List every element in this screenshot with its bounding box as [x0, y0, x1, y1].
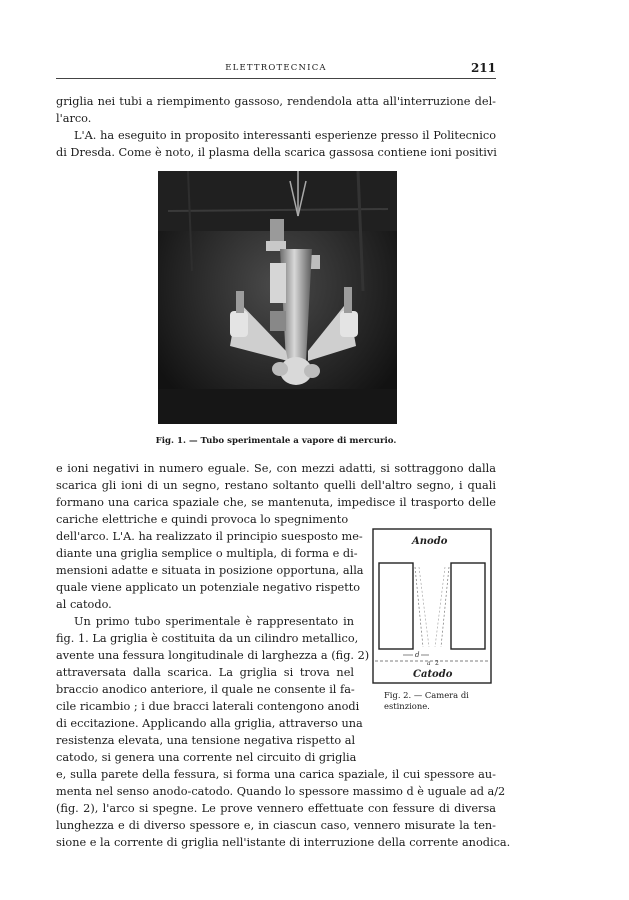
text-line: e ioni negativi in numero eguale. Se, con mezzi adatti, si sottraggono dalla — [56, 462, 496, 475]
fraction-2-label: 2 — [435, 660, 439, 667]
text-line: di eccitazione. Applicando alla griglia, attraverso una — [56, 717, 363, 730]
extinction-chamber-diagram — [371, 527, 493, 685]
header-rule — [56, 78, 496, 79]
text-line: di Dresda. Come è noto, il plasma della scarica gassosa contiene ioni positivi — [56, 146, 497, 159]
right-grid-wall — [451, 563, 485, 649]
text-line: cariche elettriche e quindi provoca lo spegnimento — [56, 513, 349, 526]
thickness-d-label: d — [415, 651, 420, 659]
text-line: fig. 1. La griglia è costituita da un cilindro metallico, — [56, 632, 359, 645]
cathode-label: Catodo — [413, 669, 453, 680]
text-line: catodo, si genera una corrente nel circuito di griglia — [56, 751, 357, 764]
text-line: mensioni adatte e situata in posizione opportuna, alla — [56, 564, 364, 577]
text-line: l'arco. — [56, 112, 92, 125]
text-line: attraversata dalla scarica. La griglia si trova nel — [56, 666, 354, 679]
anode-label: Anodo — [412, 536, 448, 547]
text-line: diante una griglia semplice o multipla, di forma e di- — [56, 547, 358, 560]
text-line: al catodo. — [56, 598, 112, 611]
running-head — [56, 61, 496, 75]
text-line: L'A. ha eseguito in proposito interessanti esperienze presso il Politecnico — [74, 129, 496, 142]
text-line: scarica gli ioni di un segno, restano soltanto quelli dell'altro segno, i quali — [56, 479, 496, 492]
text-line: cile ricambio ; i due bracci laterali contengono anodi — [56, 700, 360, 713]
figure-1-caption: Fig. 1. — Tubo sperimentale a vapore di mercurio. — [155, 436, 397, 446]
text-line: e, sulla parete della fessura, si forma una carica spaziale, il cui spessore au- — [56, 768, 496, 781]
text-line: lunghezza e di diverso spessore e, in ciascun caso, vennero misurate la ten- — [56, 819, 496, 832]
page-number: 211 — [470, 61, 496, 75]
figure-2-caption: Fig. 2. — Camera di estinzione. — [384, 690, 469, 711]
text-line: (fig. 2), l'arco si spegne. Le prove vennero effettuate con fessure di diversa — [56, 802, 496, 815]
text-line: quale viene applicato un potenziale negativo rispetto — [56, 581, 361, 594]
width-a-label: a — [427, 660, 431, 667]
text-line: formano una carica spaziale che, se mantenuta, impedisce il trasporto delle — [56, 496, 496, 509]
text-line: resistenza elevata, una tensione negativa rispetto al — [56, 734, 356, 747]
text-line: dell'arco. L'A. ha realizzato il principio suesposto me- — [56, 530, 363, 543]
experimental-tube-photo — [158, 171, 397, 424]
text-line: avente una fessura longitudinale di larghezza a (fig. 2) — [56, 649, 370, 662]
text-line: braccio anodico anteriore, il quale ne consente il fa- — [56, 683, 355, 696]
text-line: Un primo tubo sperimentale è rappresentato in — [74, 615, 354, 628]
text-line: sione e la corrente di griglia nell'istante di interruzione della corrente anodica. — [56, 836, 511, 849]
text-line: griglia nei tubi a riempimento gassoso, rendendola atta all'interruzione del- — [56, 95, 496, 108]
text-line: menta nel senso anodo-catodo. Quando lo spessore massimo d è uguale ad a/2 — [56, 785, 506, 798]
running-head-title: ELETTROTECNICA — [225, 63, 327, 73]
left-grid-wall — [379, 563, 413, 649]
